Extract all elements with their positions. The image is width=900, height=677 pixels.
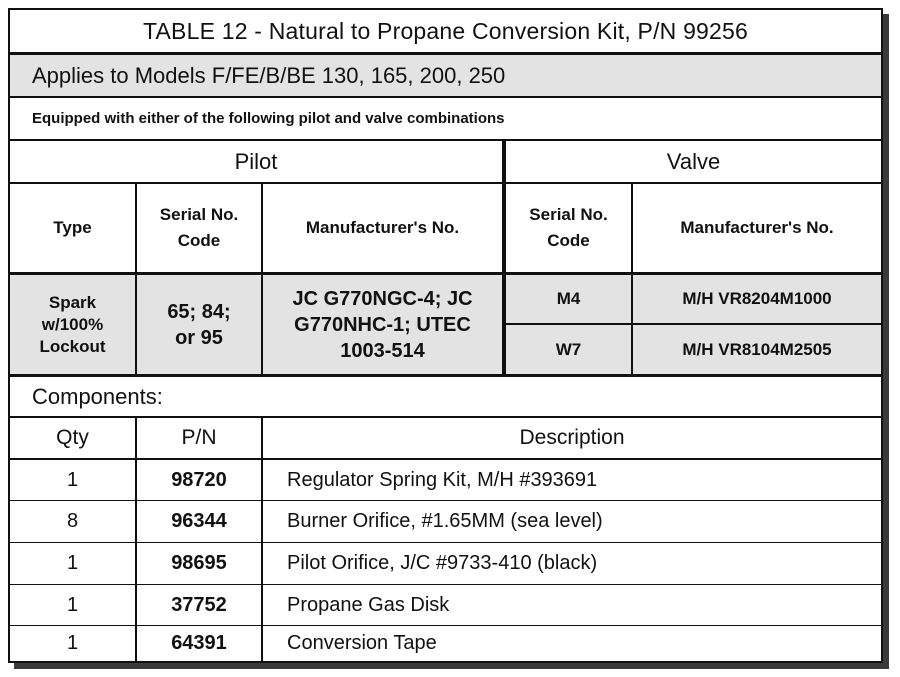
pn-cell: 37752 xyxy=(171,593,227,616)
column-divider xyxy=(135,184,137,374)
pilot-serial-value: 65; 84; or 95 xyxy=(137,275,261,374)
combinations-note: Equipped with either of the following pilot and valve combinations xyxy=(32,110,505,127)
description-cell: Conversion Tape xyxy=(287,632,437,654)
description-header: Description xyxy=(519,426,625,449)
valve-serial-value: M4 xyxy=(506,275,631,323)
pn-cell: 64391 xyxy=(171,632,227,654)
column-divider xyxy=(502,141,506,374)
qty-header: Qty xyxy=(56,426,89,449)
description-cell: Regulator Spring Kit, M/H #393691 xyxy=(287,468,598,491)
pilot-type-value: Spark w/100% Lockout xyxy=(10,275,135,374)
qty-cell: 1 xyxy=(66,552,79,574)
column-divider xyxy=(261,184,263,374)
pn-cell: 98695 xyxy=(171,552,227,574)
qty-cell: 8 xyxy=(66,510,79,532)
table-title: TABLE 12 - Natural to Propane Conversion Kit, P/N 99256 xyxy=(142,17,749,44)
valve-group-header: Valve xyxy=(666,148,721,174)
qty-cell: 1 xyxy=(66,632,79,654)
qty-cell: 1 xyxy=(66,593,79,616)
valve-serial-value: W7 xyxy=(506,325,631,374)
column-divider xyxy=(631,184,633,374)
pilot-serial-header: Serial No. Code xyxy=(159,205,239,250)
pilot-mfr-value: JC G770NGC-4; JC G770NHC-1; UTEC 1003-514 xyxy=(263,275,502,374)
valve-mfr-header: Manufacturer's No. xyxy=(680,218,834,237)
models-subtitle: Applies to Models F/FE/B/BE 130, 165, 200, 250 xyxy=(10,55,881,96)
valve-serial-header: Serial No. Code xyxy=(529,205,608,250)
column-divider xyxy=(135,418,137,661)
valve-mfr-value: M/H VR8204M1000 xyxy=(633,275,881,323)
pilot-mfr-header: Manufacturer's No. xyxy=(305,218,460,237)
column-divider xyxy=(261,418,263,661)
pilot-group-header: Pilot xyxy=(234,148,278,174)
valve-mfr-value: M/H VR8104M2505 xyxy=(633,325,881,374)
qty-cell: 1 xyxy=(66,468,79,491)
pn-cell: 96344 xyxy=(171,510,227,532)
pn-cell: 98720 xyxy=(171,468,227,491)
type-header: Type xyxy=(53,218,92,237)
description-cell: Burner Orifice, #1.65MM (sea level) xyxy=(287,510,603,532)
conversion-kit-table xyxy=(8,8,883,663)
description-cell: Propane Gas Disk xyxy=(287,593,450,616)
pn-header: P/N xyxy=(181,426,217,449)
components-label: Components: xyxy=(32,383,163,409)
description-cell: Pilot Orifice, J/C #9733-410 (black) xyxy=(287,552,598,574)
